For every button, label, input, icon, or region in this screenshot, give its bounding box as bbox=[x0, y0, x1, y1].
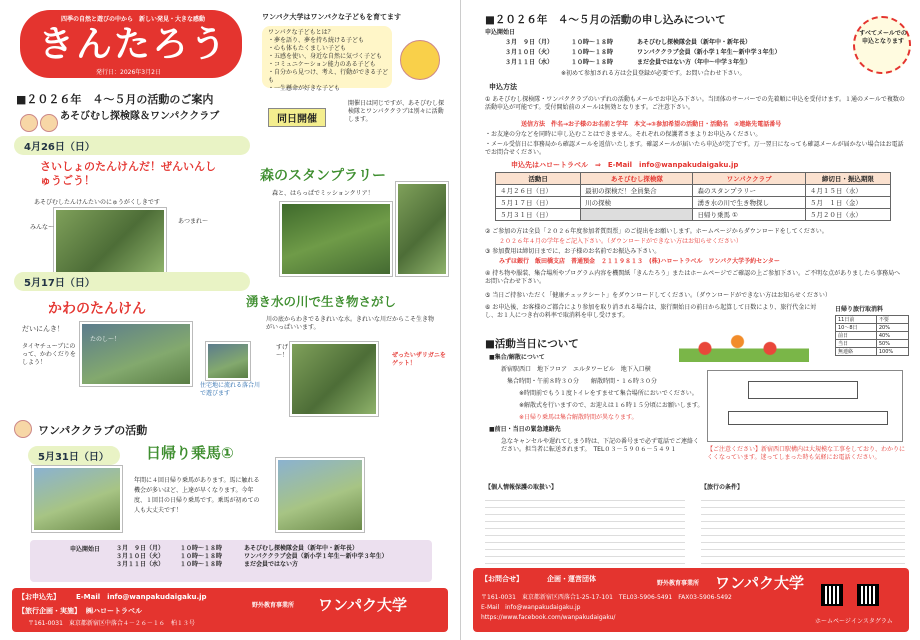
fine-print-left-title: 【個人情報保護の取扱い】 bbox=[485, 484, 558, 491]
activity-title-5: 日帰り乗馬① bbox=[146, 444, 234, 462]
photo-stream bbox=[206, 342, 250, 380]
activity-text-5: 年間に４回日帰り乗馬があります。馬に触れる機会が多いほど、上達が早くなります。今年度、１回目の日帰り乗馬です。乗馬が初めての人も大丈夫です！ bbox=[134, 477, 260, 514]
apply-destination[interactable]: 申込先はハロートラベル ⇒ E-Mail info@wanpakudaigaku.jp bbox=[511, 161, 739, 169]
photo-group bbox=[54, 208, 166, 274]
apply-row bbox=[116, 561, 428, 569]
photo-kids-pose bbox=[396, 182, 448, 276]
cancel-cell: 不要 bbox=[876, 316, 908, 324]
speech-bubble: ぜったいザリガニをゲット！ bbox=[392, 352, 446, 367]
table-cell: ４月２６日（日） bbox=[496, 185, 581, 197]
footer-url[interactable]: https://www.facebook.com/wanpakudaigaku/ bbox=[481, 614, 616, 621]
footer-brand: ワンパク大学 bbox=[715, 574, 804, 592]
apply-row bbox=[505, 58, 835, 68]
qr-label-instagram: インスタグラム bbox=[851, 618, 893, 625]
apply-row bbox=[505, 48, 835, 58]
photo-horse-2 bbox=[276, 458, 364, 532]
table-header: 締切日・振込期限 bbox=[805, 173, 890, 185]
apply-who: あそびむし探検隊会員（新年中・新年長） bbox=[244, 545, 359, 552]
footer-brand-small: 野外教育事業所 bbox=[252, 602, 295, 609]
cancel-cell: 前日 bbox=[836, 332, 877, 340]
cancel-cell: 当日 bbox=[836, 340, 877, 348]
intro-line: ・夢を語り、夢を持ち続ける子ども bbox=[268, 37, 365, 44]
table-cell: 川の探検 bbox=[581, 197, 693, 209]
table-cell: 日帰り乗馬 ① bbox=[693, 209, 805, 221]
section-subtitle: あそびむし探検隊＆ワンパククラブ bbox=[60, 111, 220, 122]
emergency-title: ■前日・当日の緊急連絡先 bbox=[489, 426, 561, 433]
speech-bubble: たのし～！ bbox=[90, 336, 121, 343]
note-3: ③ 参加費用は締切日までに、お子様のお名前でお振込み下さい。 bbox=[485, 248, 661, 255]
tagline: 四季の自然と遊びの中から 新しい発見・大きな感動 bbox=[60, 16, 205, 23]
apply-row bbox=[505, 38, 835, 48]
cancel-cell: 50% bbox=[876, 340, 908, 348]
photo-caption: 住宅地に流れる落合川で遊びます bbox=[200, 382, 261, 397]
intro-line: ワンパクな子どもとは？ bbox=[268, 29, 334, 36]
cancel-row bbox=[836, 316, 909, 324]
intro-line: ・コミュニケーション能力のある子ども bbox=[268, 61, 376, 68]
meet-title: ■集合/解散について bbox=[489, 354, 545, 361]
cancel-cell: 11日前 bbox=[836, 316, 877, 324]
method-1: ① あそびむし探検隊・ワンパククラブのいずれの活動もメールでお申込み下さい。当団体のサーバーでの先着順に申込を受付けます。１通のメールで複数の活動申込が可能です。受付開始前のメールは無効となります。ご注意下さい。 bbox=[485, 96, 905, 111]
apply-note: ※初めて参加される方は会員登録が必要です。お問い合わせ下さい。 bbox=[561, 70, 746, 77]
table-cell bbox=[581, 209, 693, 221]
intro-line: ・心も体もたくましい子ども bbox=[268, 45, 347, 52]
photo-river-tube bbox=[80, 322, 192, 386]
apply-who: まだ会員ではない方（年中～中学３年生） bbox=[637, 59, 752, 66]
apply-rows bbox=[116, 545, 428, 569]
meet-note-1: ※時間前でもう１度トイレをすませて集合場所においでください。 bbox=[519, 390, 698, 397]
fine-print-left bbox=[485, 494, 685, 564]
apply-date: ３月 ９日（月） bbox=[116, 545, 165, 552]
logo-title: きんたろう bbox=[37, 24, 228, 65]
table-cell: 最初の探検だ！全員集合 bbox=[581, 185, 693, 197]
date-badge-may17: 5月17日（日） bbox=[14, 272, 250, 291]
club-title: ワンパククラブの活動 bbox=[38, 424, 148, 437]
table-cell: ５月１７日（日） bbox=[496, 197, 581, 209]
meet-note-3: ※日帰り乗馬は集合解散時間が異なります。 bbox=[519, 414, 638, 421]
apply-title: ■２０２６年 ４～５月の活動の申し込みについて bbox=[485, 14, 726, 26]
footer-operator: 企画・運営団体 bbox=[547, 575, 596, 583]
apply-row bbox=[116, 545, 428, 553]
apply-date: ３月１０日（火） bbox=[116, 553, 165, 560]
cancel-title: 日帰り旅行取消料 bbox=[835, 306, 884, 313]
fine-print-right bbox=[701, 494, 905, 564]
table-header-row bbox=[496, 173, 891, 185]
apply-time: １０時～１８時 bbox=[571, 59, 614, 66]
table-row bbox=[496, 209, 891, 221]
activity-text-3b: タイヤチューブにのって、かわくだりをしよう！ bbox=[22, 343, 76, 366]
cancel-cell: 20% bbox=[876, 324, 908, 332]
footer-brand: ワンパク大学 bbox=[318, 596, 407, 614]
cancel-row bbox=[836, 332, 909, 340]
footer-org: ㈱ハロートラベル bbox=[86, 607, 142, 615]
table-row bbox=[496, 197, 891, 209]
photo-stamp-rally bbox=[280, 202, 392, 276]
cancel-row bbox=[836, 340, 909, 348]
intro-list bbox=[268, 29, 392, 93]
cancel-cell: 10～8日 bbox=[836, 324, 877, 332]
footer-address: 〒161-0031 東京都新宿区西落合1-25-17-101 TEL03-5906-5491 FAX03-5906-5492 bbox=[481, 594, 732, 601]
apply-who: あそびむし探検隊会員（新年中・新年長） bbox=[637, 39, 752, 46]
issue-date: 発行日：2026年3月2日 bbox=[96, 69, 161, 76]
apply-time: １０時～１８時 bbox=[571, 39, 614, 46]
speech-bubble: みんな～ bbox=[30, 224, 55, 231]
note-4: ④ 持ち物や服装、集合場所やプログラム内容を機関紙「きんたろう」またはホームページでご確認の上ご参加下さい。ご不明な点がありましたら事務局へお問い合わせ下さい。 bbox=[485, 270, 901, 285]
apply-rows bbox=[505, 38, 835, 68]
apply-who: ワンパククラブ会員（新小学１年生～新中学３年生） bbox=[244, 553, 388, 560]
intro-line: ・一生懸命が好きな子ども bbox=[268, 85, 341, 92]
table-header: 活動日 bbox=[496, 173, 581, 185]
cancel-cell: 無連絡 bbox=[836, 348, 877, 356]
intro-line: ・自分から見つけ、考え、行動ができる子ども bbox=[268, 69, 389, 84]
qr-code-instagram[interactable] bbox=[857, 584, 879, 606]
activity-text-2: 森と、はらっぱでミッションクリア！ bbox=[272, 190, 374, 197]
cancel-cell: 40% bbox=[876, 332, 908, 340]
speech-bubble: あつまれ～ bbox=[178, 218, 209, 225]
day-title: ■活動当日について bbox=[485, 338, 579, 350]
footer-email[interactable]: E-Mail info@wanpakudaigaku.jp bbox=[76, 593, 207, 601]
method-2: 送信方法 件名→お子様のお名前と学年 本文→③参加希望の活動日・活動名 ②連絡先電話番号 bbox=[521, 121, 782, 128]
date-badge-may31: 5月31日（日） bbox=[28, 446, 120, 465]
table-header: あそびむし探検隊 bbox=[581, 173, 693, 185]
apply-row bbox=[116, 553, 428, 561]
table-header: ワンパククラブ bbox=[693, 173, 805, 185]
map-note: 【ご注意ください】新宿西口駅構内は大規模な工事をしており、わかりにくくなっています。迷ってしまった時も気軽にお電話ください。 bbox=[707, 446, 906, 461]
apply-who: まだ会員ではない方 bbox=[244, 561, 299, 568]
table-cell: ５月２０日（水） bbox=[805, 209, 890, 221]
meet-place: 新宿駅西口 地下フロア エルタワービル 地下入口横 bbox=[501, 366, 651, 373]
photo-horse-1 bbox=[32, 466, 122, 532]
map-road bbox=[728, 411, 888, 425]
map-road bbox=[748, 381, 858, 399]
footer-org-label: 【旅行企画・実施】 bbox=[18, 607, 81, 615]
date-badge-apr26: 4月26日（日） bbox=[14, 136, 250, 155]
cancel-cell: 100% bbox=[876, 348, 908, 356]
footer-brand-small: 野外教育事業所 bbox=[657, 580, 700, 587]
note-5: ⑤ 当日ご持参いただく「健康チェックシート」をダウンロードしてください。（ダウンロードができない方はお知らせください） bbox=[485, 292, 831, 299]
activity-text-1: あそびむしたんけんたいのにゅうがくしきです bbox=[34, 199, 160, 206]
cancel-row bbox=[836, 348, 909, 356]
note-2: ② ご参加の方は全員「２０２６年度参加者質問票」のご提出をお願いします。ホームページからダウンロードをしてください。 bbox=[485, 228, 828, 235]
footer-apply-label: 【お申込先】 bbox=[18, 593, 60, 601]
activity-title-2: 森のスタンプラリー bbox=[260, 168, 386, 184]
table-row bbox=[496, 185, 891, 197]
email-only-text: すべてメールでの申込となります bbox=[859, 30, 907, 45]
qr-label-homepage: ホームページ bbox=[815, 618, 851, 625]
bank-info: みずほ銀行 飯田橋支店 普通預金 ２１１９８１３ (株)ハロートラベル ワンパク大学予約センター bbox=[499, 258, 780, 265]
cancel-table bbox=[835, 315, 909, 356]
kid-illustration bbox=[14, 420, 32, 438]
joint-note: 開催日は同じですが、あそびむし探検隊とワンパククラブは別々に活動します。 bbox=[348, 100, 445, 123]
table-cell: 湧き水の川で生き物探し bbox=[693, 197, 805, 209]
apply-label: 申込開始日 bbox=[70, 546, 101, 553]
method-3: ・お友達の分などを同時に申し込むことはできません。それぞれの保護者さまよりお申込みください。 bbox=[485, 131, 762, 138]
fine-print-right-title: 【旅行の条件】 bbox=[701, 484, 744, 491]
activity-title-4: 湧き水の川で生き物さがし bbox=[246, 294, 397, 309]
apply-start: 申込開始日 bbox=[485, 29, 516, 36]
cancel-row bbox=[836, 324, 909, 332]
apply-date: ３月１１日（水） bbox=[505, 59, 554, 66]
apply-date: ３月 ９日（月） bbox=[505, 39, 554, 46]
intro-title: ワンパク大学はワンパクな子どもを育てます bbox=[262, 13, 402, 21]
speech-bubble: すげ～！ bbox=[276, 344, 289, 359]
table-cell: 森のスタンプラリー bbox=[693, 185, 805, 197]
apply-time: １０時～１８時 bbox=[180, 545, 223, 552]
intro-line: ・五感を使い、身近な自然に気づく子ども bbox=[268, 53, 383, 60]
note-2b: ２０２６年４月の学年をご記入下さい。（ダウンロードができない方はお知らせください） bbox=[499, 238, 742, 245]
emergency-text: 急なキャンセルや遅れてしまう時は、下記の番号まで必ず電話でご連絡ください。担当者に転送されます。 TEL０３－５９０６－５４９１ bbox=[501, 438, 700, 453]
apply-date: ３月１１日（水） bbox=[116, 561, 165, 568]
apply-who: ワンパククラブ会員（新小学１年生～新中学３年生） bbox=[637, 49, 781, 56]
kids-illustration bbox=[40, 114, 58, 132]
mascot-illustration bbox=[400, 40, 440, 80]
photo-creature-search bbox=[290, 342, 378, 416]
activity-title-1: さいしょのたんけんだ！ぜんいんしゅうごう！ bbox=[40, 160, 216, 187]
apply-time: １０時～１８時 bbox=[180, 553, 223, 560]
meet-note-2: ※解散式を行いますので、お迎えは１６時１５分頃にお願いします。 bbox=[519, 402, 704, 409]
joint-badge: 同日開催 bbox=[268, 108, 326, 127]
table-cell: ４月１５日（水） bbox=[805, 185, 890, 197]
apply-time: １０時～１８時 bbox=[571, 49, 614, 56]
activity-title-3: かわのたんけん bbox=[48, 301, 146, 317]
kids-illustration bbox=[20, 114, 38, 132]
qr-code-homepage[interactable] bbox=[821, 584, 843, 606]
note-6: ⑥ お申込後、お客様のご都合により参加を取り消される場合は、旅行開始日の前日から起算して日数により、旅行代金に対し、お１人につき右の料率で取消料を申し受けます。 bbox=[485, 304, 817, 319]
footer-address: 〒161-0031 東京都新宿区中落合４－２６－１６ 柏１３号 bbox=[28, 620, 195, 627]
section-title: ■２０２６年 ４～５月の活動のご案内 bbox=[16, 93, 214, 106]
activity-text-4: 川の底からわきでるきれいな水。きれいな川だからこそ生き物がいっぱいいます。 bbox=[266, 316, 435, 331]
table-cell: ５月３１日（日） bbox=[496, 209, 581, 221]
footer-contact: 【お問合せ】 bbox=[481, 575, 523, 583]
footer-email[interactable]: E-Mail info@wanpakudaigaku.jp bbox=[481, 604, 581, 611]
schedule-table bbox=[495, 172, 891, 221]
apply-time: １０時～１８時 bbox=[180, 561, 223, 568]
meet-time: 集合時間・午前８時３０分 解散時間・１６時３０分 bbox=[507, 378, 658, 385]
apply-date: ３月１０日（火） bbox=[505, 49, 554, 56]
activity-text-3a: だいにんき！ bbox=[22, 325, 64, 333]
method-4: ・メール受信日に事務局から確認メールを返信いたします。確認メールが届いたら申込が完了です。万一翌日になっても確認メールが届かない場合はお電話でお問合せください。 bbox=[485, 141, 904, 156]
right-page bbox=[460, 0, 920, 640]
meeting-map bbox=[707, 370, 903, 442]
method-title: 申込方法 bbox=[489, 83, 517, 91]
flower-illustration bbox=[679, 328, 809, 362]
table-cell: ５月 １日（金） bbox=[805, 197, 890, 209]
